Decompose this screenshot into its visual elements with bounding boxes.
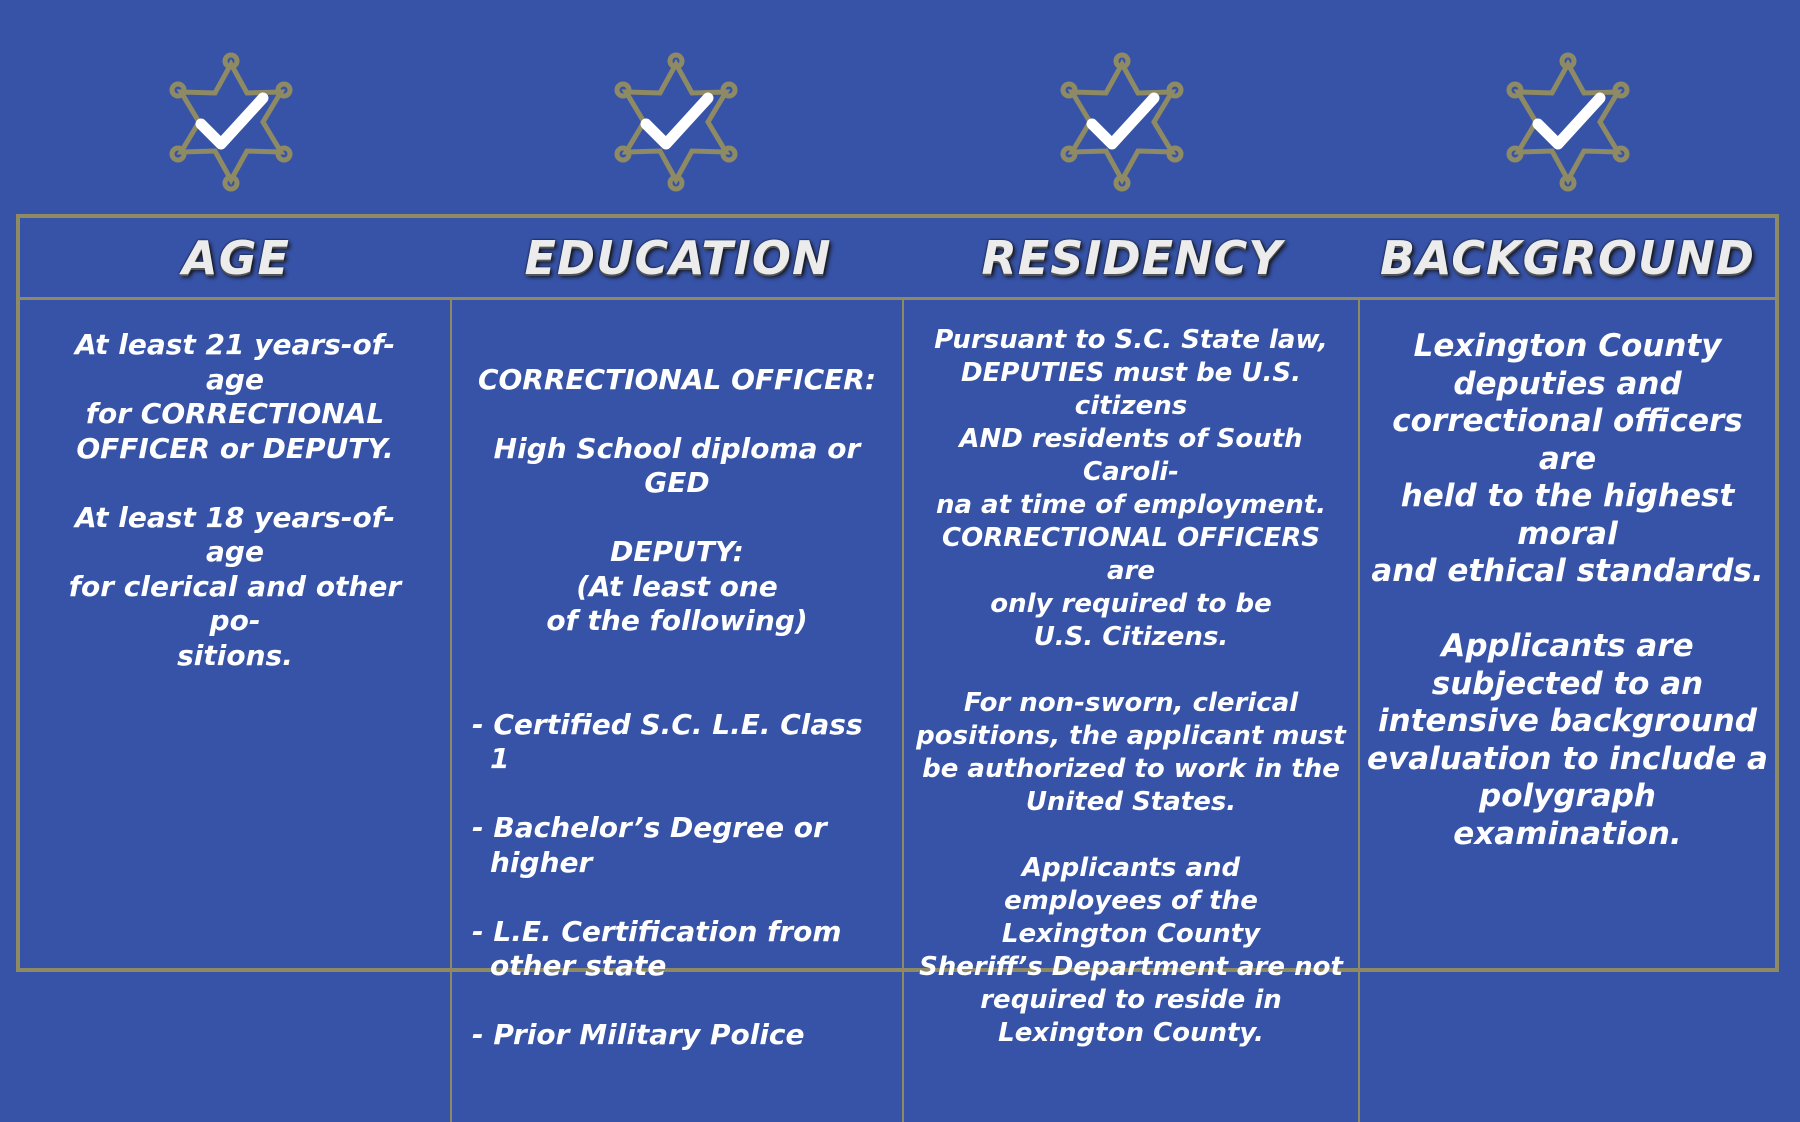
requirements-table (16, 214, 1779, 1051)
education-heading: EDUCATION (452, 218, 904, 300)
deputy-education-options (472, 673, 882, 1087)
list-item: - L.E. Certification from other state (472, 914, 842, 982)
list-item: - Bachelor’s Degree or higher (472, 811, 827, 879)
list-item: - Prior Military Police (472, 1018, 805, 1051)
background-heading: BACKGROUND (1360, 218, 1775, 300)
residency-heading: RESIDENCY (904, 218, 1360, 300)
sheriff-star-check-icon (1502, 52, 1634, 192)
education-column (452, 300, 904, 1122)
education-requirements: CORRECTIONAL OFFICER: High School diploma or GED DEPUTY: (At least one of the following) (477, 362, 877, 637)
sheriff-star-check-icon (610, 52, 742, 192)
list-item: - Certified S.C. L.E. Class 1 (472, 707, 863, 775)
badge-row (0, 0, 1800, 210)
residency-requirements: Pursuant to S.C. State law, DEPUTIES must be U.S. citizens AND residents of South Caroli- na at time of employment. CORRECTIONAL OFFICERS are only required to be U.S. Citizens. For non-sworn, clerical positions, the applicant must be authorized to work in the United States. Applicants and employees of the Lexington County Sheriff’s Department are not required to reside in Lexington County. (904, 300, 1360, 1122)
sheriff-star-check-icon (165, 52, 297, 192)
sheriff-star-check-icon (1056, 52, 1188, 192)
background-requirements: Lexington County deputies and correctional officers are held to the highest moral and ethical standards. Applicants are subjected to an intensive background evaluation to include a polygraph examination. (1367, 328, 1768, 852)
age-requirements: At least 21 years-of-age for CORRECTIONAL OFFICER or DEPUTY. At least 18 years-of-age for clerical and other po- sitions. (20, 300, 452, 1122)
age-heading: AGE (20, 218, 452, 300)
